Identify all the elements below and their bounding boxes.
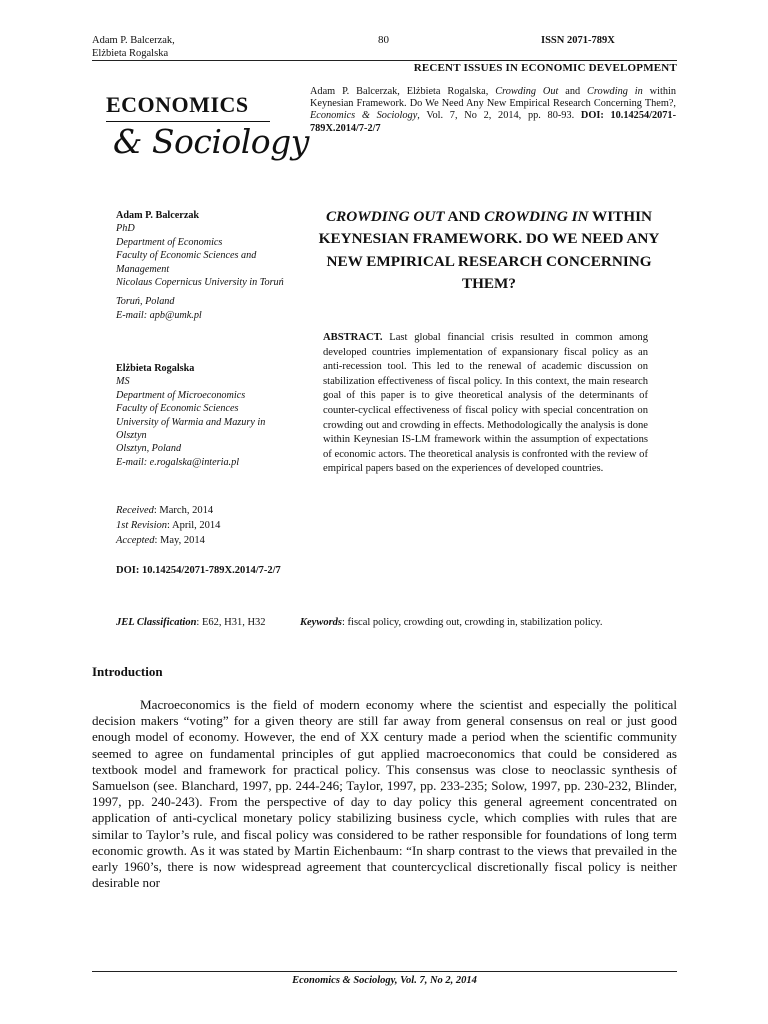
citation-block <box>310 86 676 135</box>
citation-volume: , Vol. 7, No 2, 2014, pp. 80-93. <box>417 110 581 122</box>
author-2-university: University of Warmia and Mazury in Olsztyn <box>116 416 266 442</box>
revision-value: : April, 2014 <box>167 520 221 531</box>
author-1-degree: PhD <box>116 223 135 235</box>
citation-title-rest: within Keynesian Framework. Do We Need Any New Empirical Research Concerning Them?, <box>310 86 676 110</box>
header-author-1: Adam P. Balcerzak, <box>92 35 175 46</box>
header-author-2: Elżbieta Rogalska <box>92 48 169 59</box>
received-date <box>116 503 286 518</box>
abstract-text: Last global financial crisis resulted in common among developed countries implementation of expansionary fiscal policy as an anti-recession tool. This led to the renewal of academic discussion on stabilization effectiveness of fiscal policy. In this context, the main research goal of this paper is to give theoretical analysis of the determinants of counter-cyclical effectiveness of fiscal policy with special concentration on crowding out and crowding in effects. Methodologically the analysis is done within Keynesian IS-LM framework within the assumption of expectations of economic actors. The theoretical analysis is confronted with the review of empirical papers based on the experiences of developed countries. <box>323 332 648 475</box>
accepted-label: Accepted <box>116 535 155 546</box>
citation-title-italic-2: Crowding in <box>587 86 643 97</box>
doi[interactable]: DOI: 10.14254/2071-789X.2014/7-2/7 <box>116 565 281 576</box>
title-italic-1: CROWDING OUT <box>326 208 445 225</box>
abstract-label: ABSTRACT. <box>323 332 383 343</box>
page-number: 80 <box>378 34 389 46</box>
running-header-authors <box>92 34 175 60</box>
author-2-city: Olsztyn, Poland <box>116 443 182 455</box>
introduction-paragraph: Macroeconomics is the field of modern economy where the scientist and especially the political decision makers “voting” for a given theory are still far away from general consensus on real or just good enough model of economy. However, the end of XX century made a period when the scientific community seemed to agree on fundamental principles of gut applied macroeconomics that could be considered as textbook model and framework for practical policy. This consensus was close to neoclassic synthesis of Samuelson (see. Blanchard, 1997, pp. 244-246; Taylor, 1997, pp. 233-235; Solow, 1997, pp. 230-232, Blinder, 1997, pp. 240-243). From the perspective of day to day policy this general agreement concentrated on application of anti-cyclical monetary policy stabilizing business cycle, which complies with rules that are similar to Taylor’s rule, and fiscal policy was considered to be rather responsible for foundations of long term economic growth. As it was stated by Martin Eichenbaum: “In sharp contrast to the views that prevailed in the early 1960’s, there is now widespread agreement that countercyclical discretionally fiscal policy is neither desirable nor <box>92 697 677 891</box>
section-title: RECENT ISSUES IN ECONOMIC DEVELOPMENT <box>413 62 677 74</box>
keywords-value: : fiscal policy, crowding out, crowding in, stabilization policy. <box>342 617 603 628</box>
jel-classification <box>116 615 291 630</box>
keywords-label: Keywords <box>300 617 342 628</box>
author-2-block <box>116 362 286 469</box>
author-2-name: Elżbieta Rogalska <box>116 363 195 374</box>
keywords <box>300 615 676 630</box>
citation-authors: Adam P. Balcerzak, Elżbieta Rogalska, <box>310 86 496 97</box>
author-1-department: Department of Economics <box>116 236 223 248</box>
citation-journal: Economics & Sociology <box>310 110 418 122</box>
accepted-value: : May, 2014 <box>154 535 205 546</box>
article-title <box>300 206 678 295</box>
jel-label: JEL Classification <box>116 617 197 628</box>
author-2-faculty: Faculty of Economic Sciences <box>116 403 239 415</box>
title-and: AND <box>444 208 485 225</box>
article-dates <box>116 503 286 548</box>
citation-title-italic-1: Crowding Out <box>495 86 559 97</box>
header-rule <box>92 60 677 61</box>
author-2-email[interactable]: E-mail: e.rogalska@interia.pl <box>116 456 240 468</box>
footer-journal: Economics & Sociology, Vol. 7, No 2, 2014 <box>292 975 477 986</box>
journal-logo-economics: ECONOMICS <box>106 92 249 117</box>
author-2-degree: MS <box>116 376 130 388</box>
citation-and: and <box>558 86 588 97</box>
author-1-email[interactable]: E-mail: apb@umk.pl <box>116 309 202 321</box>
abstract <box>323 331 648 477</box>
revision-label: 1st Revision <box>116 520 168 531</box>
accepted-date <box>116 533 286 548</box>
author-2-department: Department of Microeconomics <box>116 389 246 401</box>
author-1-name: Adam P. Balcerzak <box>116 210 200 221</box>
received-label: Received <box>116 505 154 516</box>
journal-logo-sociology: & Sociology <box>113 122 309 161</box>
author-1-faculty: Faculty of Economic Sciences and Management <box>116 250 257 275</box>
citation-doi: DOI: 10.14254/2071-789X.2014/7-2/7 <box>310 110 677 134</box>
issn: ISSN 2071-789X <box>541 35 615 46</box>
author-1-city: Toruń, Poland <box>116 296 175 308</box>
jel-value: : E62, H31, H32 <box>196 617 266 628</box>
title-italic-2: CROWDING IN <box>484 208 589 225</box>
received-value: : March, 2014 <box>153 505 214 516</box>
footer-rule <box>92 971 677 972</box>
title-rest: WITHIN KEYNESIAN FRAMEWORK. DO WE NEED ANY NEW EMPIRICAL RESEARCH CONCERNING THEM? <box>318 208 660 292</box>
introduction-heading: Introduction <box>92 664 163 679</box>
author-1-university: Nicolaus Copernicus University in Toruń <box>116 277 284 289</box>
revision-date <box>116 518 286 533</box>
author-1-block <box>116 209 286 322</box>
